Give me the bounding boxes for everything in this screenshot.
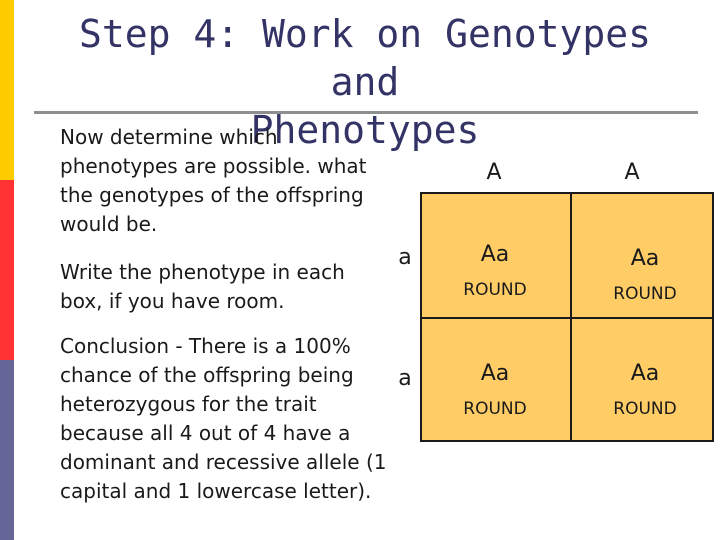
cell-phenotype: ROUND xyxy=(613,399,677,419)
accent-stripe-yellow xyxy=(0,0,14,180)
cell-phenotype: ROUND xyxy=(463,399,527,419)
accent-stripe-red xyxy=(0,180,14,360)
cell-phenotype: ROUND xyxy=(463,280,527,300)
punnett-cell-top-left xyxy=(422,242,568,300)
cell-genotype: Aa xyxy=(630,361,660,386)
column-allele-1: A xyxy=(486,160,502,185)
slide-title-line2: Phenotypes xyxy=(250,108,480,152)
cell-phenotype: ROUND xyxy=(613,284,677,304)
phenotype-instruction: Write the phenotype in each box, if you have room. xyxy=(60,260,345,313)
title-divider xyxy=(34,111,698,114)
accent-stripe-purple xyxy=(0,360,14,540)
slide-title-line1: Step 4: Work on Genotypes and xyxy=(79,12,651,104)
punnett-cell-bottom-left xyxy=(422,361,568,419)
conclusion-paragraph: Conclusion - There is a 100% chance of the offspring being heterozygous for the trait because all 4 out of 4 have a dominant and recessive allele (1 capital and 1 lowercase letter). xyxy=(60,334,387,503)
column-allele-2: A xyxy=(624,160,640,185)
cell-genotype: Aa xyxy=(480,361,510,386)
row-allele-2: a xyxy=(398,366,412,391)
row-allele-1: a xyxy=(398,245,412,270)
grid-horizontal-divider xyxy=(422,317,712,319)
cell-genotype: Aa xyxy=(630,246,660,271)
punnett-square xyxy=(420,192,714,442)
instruction-paragraph: Now determine which phenotypes are possible. what the genotypes of the offspring would be. xyxy=(60,125,367,236)
punnett-cell-top-right xyxy=(572,246,718,304)
punnett-cell-bottom-right xyxy=(572,361,718,419)
cell-genotype: Aa xyxy=(480,242,510,267)
